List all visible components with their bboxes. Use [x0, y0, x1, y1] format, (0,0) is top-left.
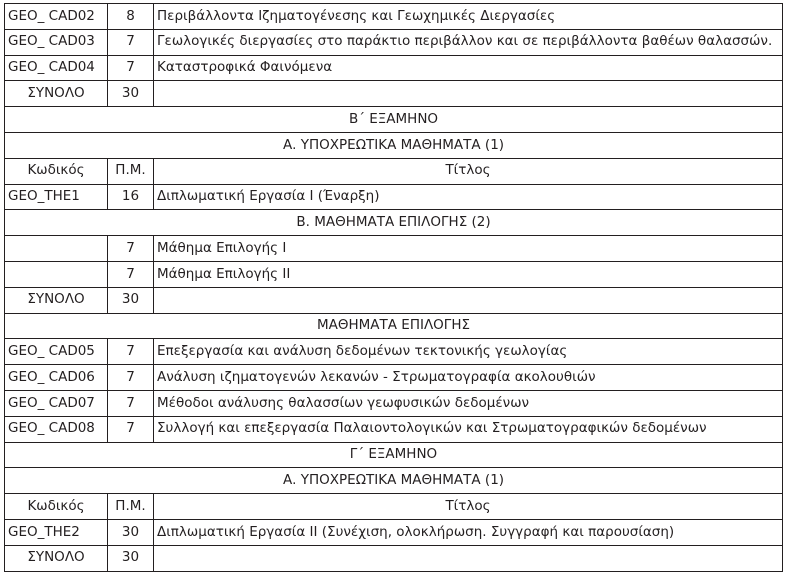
course-code: GEO_ CAD06: [5, 365, 108, 391]
course-credits: 7: [108, 236, 154, 262]
section-title: Α. ΥΠΟΧΡΕΩΤΙΚΑ ΜΑΘΗΜΑΤΑ (1): [5, 132, 783, 158]
column-header-row: [5, 158, 783, 184]
total-empty-cell: [154, 287, 783, 313]
course-credits: 8: [108, 4, 154, 30]
course-credits: 7: [108, 416, 154, 442]
course-title: Διπλωματική Εργασία Ι (Έναρξη): [154, 184, 783, 210]
course-credits: 7: [108, 261, 154, 287]
column-header-credits: Π.Μ.: [108, 158, 154, 184]
section-title: Γ΄ ΕΞΑΜΗΝΟ: [5, 442, 783, 468]
column-header-code: Κωδικός: [5, 494, 108, 520]
course-row: [5, 184, 783, 210]
section-title: Β. ΜΑΘΗΜΑΤΑ ΕΠΙΛΟΓΗΣ (2): [5, 210, 783, 236]
total-row: [5, 287, 783, 313]
course-credits: 16: [108, 184, 154, 210]
course-code: [5, 236, 108, 262]
total-empty-cell: [154, 545, 783, 571]
total-credits: 30: [108, 545, 154, 571]
column-header-credits: Π.Μ.: [108, 494, 154, 520]
section-header-row: [5, 313, 783, 339]
course-title: Γεωλογικές διεργασίες στο παράκτιο περιβάλλον και σε περιβάλλοντα βαθέων θαλασσών.: [154, 29, 783, 55]
column-header-title: Τίτλος: [154, 494, 783, 520]
column-header-row: [5, 494, 783, 520]
section-title: ΜΑΘΗΜΑΤΑ ΕΠΙΛΟΓΗΣ: [5, 313, 783, 339]
course-code: GEO_THE1: [5, 184, 108, 210]
course-code: GEO_ CAD02: [5, 4, 108, 30]
course-code: GEO_ CAD07: [5, 390, 108, 416]
total-row: [5, 545, 783, 571]
course-credits: 7: [108, 29, 154, 55]
section-title: Β΄ ΕΞΑΜΗΝΟ: [5, 107, 783, 133]
course-code: GEO_ CAD04: [5, 55, 108, 81]
course-row: [5, 55, 783, 81]
section-title: Α. ΥΠΟΧΡΕΩΤΙΚΑ ΜΑΘΗΜΑΤΑ (1): [5, 468, 783, 494]
course-title: Μέθοδοι ανάλυσης θαλασσίων γεωφυσικών δεδομένων: [154, 390, 783, 416]
course-row: [5, 236, 783, 262]
course-title: Διπλωματική Εργασία ΙΙ (Συνέχιση, ολοκλήρωση. Συγγραφή και παρουσίαση): [154, 519, 783, 545]
course-code: GEO_THE2: [5, 519, 108, 545]
course-row: [5, 365, 783, 391]
course-row: [5, 261, 783, 287]
section-header-row: [5, 468, 783, 494]
course-row: [5, 29, 783, 55]
column-header-title: Τίτλος: [154, 158, 783, 184]
course-credits: 30: [108, 519, 154, 545]
course-title: Επεξεργασία και ανάλυση δεδομένων τεκτονικής γεωλογίας: [154, 339, 783, 365]
course-row: [5, 416, 783, 442]
total-label: ΣΥΝΟΛΟ: [5, 81, 108, 107]
section-header-row: [5, 132, 783, 158]
total-label: ΣΥΝΟΛΟ: [5, 545, 108, 571]
course-credits: 7: [108, 339, 154, 365]
course-title: Ανάλυση ιζηματογενών λεκανών - Στρωματογραφία ακολουθιών: [154, 365, 783, 391]
section-header-row: [5, 107, 783, 133]
course-code: GEO_ CAD03: [5, 29, 108, 55]
course-title: Συλλογή και επεξεργασία Παλαιοντολογικών και Στρωματογραφικών δεδομένων: [154, 416, 783, 442]
curriculum-table-body: [5, 4, 783, 572]
section-header-row: [5, 442, 783, 468]
column-header-code: Κωδικός: [5, 158, 108, 184]
course-title: Περιβάλλοντα Ιζηματογένεσης και Γεωχημικές Διεργασίες: [154, 4, 783, 30]
course-code: [5, 261, 108, 287]
total-credits: 30: [108, 81, 154, 107]
course-row: [5, 339, 783, 365]
course-row: [5, 4, 783, 30]
course-code: GEO_ CAD08: [5, 416, 108, 442]
total-credits: 30: [108, 287, 154, 313]
course-credits: 7: [108, 365, 154, 391]
course-credits: 7: [108, 55, 154, 81]
course-title: Καταστροφικά Φαινόμενα: [154, 55, 783, 81]
course-credits: 7: [108, 390, 154, 416]
total-row: [5, 81, 783, 107]
total-label: ΣΥΝΟΛΟ: [5, 287, 108, 313]
course-row: [5, 390, 783, 416]
course-row: [5, 519, 783, 545]
course-code: GEO_ CAD05: [5, 339, 108, 365]
total-empty-cell: [154, 81, 783, 107]
course-title: Μάθημα Επιλογής ΙΙ: [154, 261, 783, 287]
course-title: Μάθημα Επιλογής Ι: [154, 236, 783, 262]
curriculum-table: [4, 3, 783, 572]
section-header-row: [5, 210, 783, 236]
